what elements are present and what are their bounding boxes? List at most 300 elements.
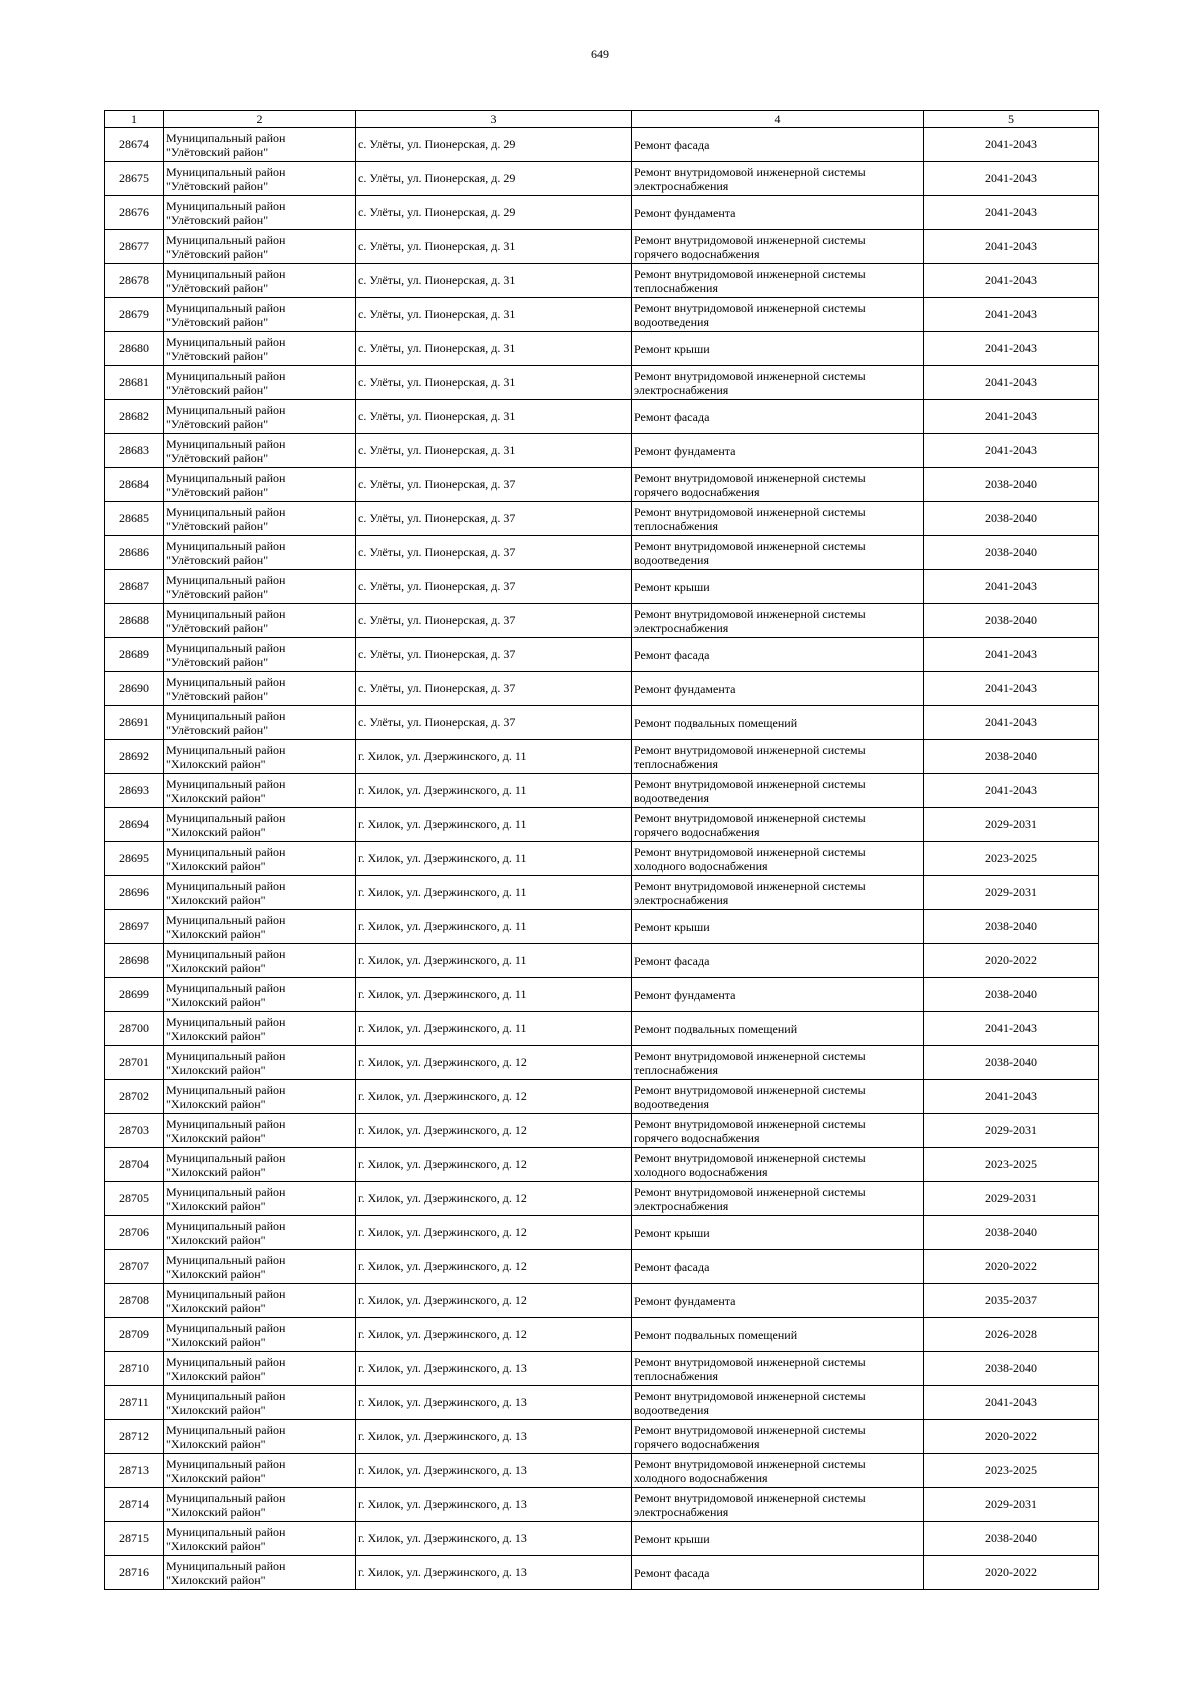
work-type-line-2: электроснабжения	[634, 892, 729, 907]
work-type-line-2: водоотведения	[634, 790, 709, 805]
municipality-name: "Улётовский район"	[166, 246, 269, 261]
municipality-name: "Хилокский район"	[166, 994, 266, 1009]
table-row	[105, 876, 1099, 910]
address-cell: с. Улёты, ул. Пионерская, д. 37	[356, 570, 632, 604]
table-row	[105, 1114, 1099, 1148]
work-type-cell	[632, 366, 924, 400]
table-row	[105, 1454, 1099, 1488]
municipality-cell	[164, 1182, 356, 1216]
work-type-cell	[632, 944, 924, 978]
table-row	[105, 842, 1099, 876]
period-cell: 2035-2037	[924, 1284, 1099, 1318]
municipality-cell	[164, 366, 356, 400]
work-type-line-1: Ремонт подвальных помещений	[634, 1021, 798, 1036]
header-col-4: 4	[632, 111, 924, 128]
municipality-type: Муниципальный район	[166, 1490, 286, 1505]
municipality-name: "Хилокский район"	[166, 1198, 266, 1213]
period-cell: 2041-2043	[924, 672, 1099, 706]
municipality-name: "Улётовский район"	[166, 586, 269, 601]
municipality-name: "Хилокский район"	[166, 926, 266, 941]
header-col-2: 2	[164, 111, 356, 128]
work-type-cell	[632, 230, 924, 264]
work-type-line-1: Ремонт крыши	[634, 341, 710, 356]
work-type-line-1: Ремонт внутридомовой инженерной системы	[634, 1456, 866, 1471]
work-type-line-1: Ремонт фасада	[634, 647, 710, 662]
municipality-type: Муниципальный район	[166, 470, 286, 485]
municipality-name: "Улётовский район"	[166, 348, 269, 363]
municipality-type: Муниципальный район	[166, 1082, 286, 1097]
municipality-cell	[164, 468, 356, 502]
work-type-cell	[632, 978, 924, 1012]
work-type-line-1: Ремонт внутридомовой инженерной системы	[634, 1150, 866, 1165]
municipality-cell	[164, 604, 356, 638]
header-row	[105, 111, 1099, 128]
period-cell: 2038-2040	[924, 502, 1099, 536]
municipality-cell	[164, 978, 356, 1012]
header-col-5: 5	[924, 111, 1099, 128]
municipality-cell	[164, 1250, 356, 1284]
municipality-type: Муниципальный район	[166, 776, 286, 791]
address-cell: г. Хилок, ул. Дзержинского, д. 13	[356, 1420, 632, 1454]
period-cell: 2041-2043	[924, 1080, 1099, 1114]
address-cell: г. Хилок, ул. Дзержинского, д. 12	[356, 1216, 632, 1250]
work-type-cell	[632, 774, 924, 808]
work-type-line-1: Ремонт фасада	[634, 1565, 710, 1580]
row-number: 28691	[105, 706, 164, 740]
row-number: 28676	[105, 196, 164, 230]
municipality-cell	[164, 400, 356, 434]
period-cell: 2041-2043	[924, 1012, 1099, 1046]
row-number: 28697	[105, 910, 164, 944]
municipality-name: "Хилокский район"	[166, 824, 266, 839]
work-type-line-1: Ремонт фундамента	[634, 443, 736, 458]
row-number: 28698	[105, 944, 164, 978]
period-cell: 2041-2043	[924, 774, 1099, 808]
period-cell: 2038-2040	[924, 740, 1099, 774]
row-number: 28696	[105, 876, 164, 910]
municipality-cell	[164, 842, 356, 876]
municipality-cell	[164, 740, 356, 774]
period-cell: 2038-2040	[924, 910, 1099, 944]
table-row	[105, 1284, 1099, 1318]
work-type-line-2: горячего водоснабжения	[634, 1436, 760, 1451]
address-cell: г. Хилок, ул. Дзержинского, д. 12	[356, 1148, 632, 1182]
address-cell: с. Улёты, ул. Пионерская, д. 29	[356, 162, 632, 196]
address-cell: с. Улёты, ул. Пионерская, д. 37	[356, 706, 632, 740]
work-type-cell	[632, 1556, 924, 1590]
table-body	[105, 128, 1099, 1590]
municipality-type: Муниципальный район	[166, 1218, 286, 1233]
work-type-cell	[632, 1488, 924, 1522]
municipality-cell	[164, 672, 356, 706]
municipality-name: "Хилокский район"	[166, 1130, 266, 1145]
work-type-line-1: Ремонт внутридомовой инженерной системы	[634, 470, 866, 485]
row-number: 28681	[105, 366, 164, 400]
municipality-type: Муниципальный район	[166, 1524, 286, 1539]
work-type-line-2: электроснабжения	[634, 620, 729, 635]
municipality-type: Муниципальный район	[166, 878, 286, 893]
table-row	[105, 1080, 1099, 1114]
row-number: 28688	[105, 604, 164, 638]
period-cell: 2041-2043	[924, 162, 1099, 196]
address-cell: с. Улёты, ул. Пионерская, д. 37	[356, 638, 632, 672]
table-row	[105, 774, 1099, 808]
row-number: 28675	[105, 162, 164, 196]
row-number: 28707	[105, 1250, 164, 1284]
municipality-name: "Хилокский район"	[166, 1164, 266, 1179]
municipality-name: "Хилокский район"	[166, 1572, 266, 1587]
work-type-line-2: водоотведения	[634, 552, 709, 567]
table-row	[105, 230, 1099, 264]
table-row	[105, 502, 1099, 536]
municipality-name: "Хилокский район"	[166, 1402, 266, 1417]
work-type-line-1: Ремонт внутридомовой инженерной системы	[634, 300, 866, 315]
work-type-line-1: Ремонт фундамента	[634, 205, 736, 220]
municipality-type: Муниципальный район	[166, 266, 286, 281]
municipality-name: "Улётовский район"	[166, 450, 269, 465]
work-type-line-2: горячего водоснабжения	[634, 824, 760, 839]
work-type-cell	[632, 1012, 924, 1046]
municipality-type: Муниципальный район	[166, 742, 286, 757]
municipality-type: Муниципальный район	[166, 1048, 286, 1063]
table-row	[105, 1182, 1099, 1216]
municipality-name: "Хилокский район"	[166, 1232, 266, 1247]
work-type-cell	[632, 1216, 924, 1250]
work-type-cell	[632, 876, 924, 910]
period-cell: 2041-2043	[924, 366, 1099, 400]
work-type-line-2: горячего водоснабжения	[634, 246, 760, 261]
municipality-cell	[164, 1420, 356, 1454]
work-type-cell	[632, 1420, 924, 1454]
municipality-type: Муниципальный район	[166, 164, 286, 179]
table-row	[105, 1352, 1099, 1386]
table-row	[105, 740, 1099, 774]
period-cell: 2020-2022	[924, 1250, 1099, 1284]
municipality-name: "Улётовский район"	[166, 382, 269, 397]
work-type-line-1: Ремонт внутридомовой инженерной системы	[634, 1116, 866, 1131]
period-cell: 2029-2031	[924, 876, 1099, 910]
work-type-cell	[632, 1080, 924, 1114]
period-cell: 2038-2040	[924, 1216, 1099, 1250]
table-row	[105, 706, 1099, 740]
municipality-type: Муниципальный район	[166, 232, 286, 247]
table-row	[105, 1420, 1099, 1454]
period-cell: 2041-2043	[924, 434, 1099, 468]
row-number: 28687	[105, 570, 164, 604]
municipality-cell	[164, 264, 356, 298]
municipality-type: Муниципальный район	[166, 1354, 286, 1369]
period-cell: 2038-2040	[924, 604, 1099, 638]
table-row	[105, 1318, 1099, 1352]
municipality-name: "Улётовский район"	[166, 654, 269, 669]
table-header	[105, 111, 1099, 128]
municipality-cell	[164, 1556, 356, 1590]
table-row	[105, 1250, 1099, 1284]
municipality-name: "Улётовский район"	[166, 212, 269, 227]
municipality-type: Муниципальный район	[166, 402, 286, 417]
address-cell: г. Хилок, ул. Дзержинского, д. 13	[356, 1386, 632, 1420]
work-type-line-1: Ремонт фундамента	[634, 681, 736, 696]
address-cell: г. Хилок, ул. Дзержинского, д. 11	[356, 1012, 632, 1046]
period-cell: 2029-2031	[924, 1488, 1099, 1522]
period-cell: 2020-2022	[924, 944, 1099, 978]
address-cell: с. Улёты, ул. Пионерская, д. 29	[356, 196, 632, 230]
header-col-1: 1	[105, 111, 164, 128]
table-row	[105, 332, 1099, 366]
municipality-name: "Хилокский район"	[166, 1300, 266, 1315]
work-type-line-1: Ремонт внутридомовой инженерной системы	[634, 1048, 866, 1063]
period-cell: 2041-2043	[924, 332, 1099, 366]
municipality-cell	[164, 230, 356, 264]
municipality-type: Муниципальный район	[166, 300, 286, 315]
table-row	[105, 638, 1099, 672]
period-cell: 2038-2040	[924, 468, 1099, 502]
municipality-name: "Хилокский район"	[166, 858, 266, 873]
work-type-line-1: Ремонт внутридомовой инженерной системы	[634, 776, 866, 791]
row-number: 28674	[105, 128, 164, 162]
municipality-name: "Хилокский район"	[166, 1504, 266, 1519]
work-type-cell	[632, 1284, 924, 1318]
work-type-cell	[632, 1352, 924, 1386]
municipality-cell	[164, 638, 356, 672]
work-type-cell	[632, 434, 924, 468]
work-type-line-2: водоотведения	[634, 1096, 709, 1111]
table-row	[105, 910, 1099, 944]
row-number: 28713	[105, 1454, 164, 1488]
municipality-type: Муниципальный район	[166, 1558, 286, 1573]
work-type-cell	[632, 1250, 924, 1284]
municipality-name: "Хилокский район"	[166, 1368, 266, 1383]
municipality-name: "Улётовский район"	[166, 688, 269, 703]
work-type-cell	[632, 1318, 924, 1352]
municipality-type: Муниципальный район	[166, 640, 286, 655]
header-col-3: 3	[356, 111, 632, 128]
municipality-type: Муниципальный район	[166, 708, 286, 723]
work-type-line-1: Ремонт крыши	[634, 579, 710, 594]
table-row	[105, 1556, 1099, 1590]
work-type-cell	[632, 672, 924, 706]
municipality-type: Муниципальный район	[166, 606, 286, 621]
work-type-line-2: водоотведения	[634, 1402, 709, 1417]
work-type-line-1: Ремонт фундамента	[634, 987, 736, 1002]
table-row	[105, 1522, 1099, 1556]
municipality-name: "Хилокский район"	[166, 1096, 266, 1111]
work-type-cell	[632, 298, 924, 332]
work-type-line-2: горячего водоснабжения	[634, 484, 760, 499]
row-number: 28693	[105, 774, 164, 808]
municipality-type: Муниципальный район	[166, 198, 286, 213]
municipality-type: Муниципальный район	[166, 1150, 286, 1165]
row-number: 28679	[105, 298, 164, 332]
work-type-line-2: холодного водоснабжения	[634, 1470, 768, 1485]
municipality-name: "Улётовский район"	[166, 314, 269, 329]
work-type-line-1: Ремонт крыши	[634, 1225, 710, 1240]
row-number: 28702	[105, 1080, 164, 1114]
municipality-type: Муниципальный район	[166, 1388, 286, 1403]
period-cell: 2041-2043	[924, 196, 1099, 230]
table-row	[105, 672, 1099, 706]
municipality-cell	[164, 1216, 356, 1250]
row-number: 28692	[105, 740, 164, 774]
municipality-cell	[164, 1284, 356, 1318]
row-number: 28701	[105, 1046, 164, 1080]
work-type-cell	[632, 842, 924, 876]
municipality-type: Муниципальный район	[166, 1184, 286, 1199]
row-number: 28678	[105, 264, 164, 298]
work-type-cell	[632, 604, 924, 638]
work-type-line-2: теплоснабжения	[634, 1062, 718, 1077]
row-number: 28705	[105, 1182, 164, 1216]
work-type-line-2: водоотведения	[634, 314, 709, 329]
address-cell: с. Улёты, ул. Пионерская, д. 37	[356, 502, 632, 536]
address-cell: г. Хилок, ул. Дзержинского, д. 12	[356, 1318, 632, 1352]
work-type-cell	[632, 1046, 924, 1080]
municipality-cell	[164, 1488, 356, 1522]
work-type-cell	[632, 638, 924, 672]
row-number: 28694	[105, 808, 164, 842]
municipality-type: Муниципальный район	[166, 1014, 286, 1029]
address-cell: с. Улёты, ул. Пионерская, д. 37	[356, 672, 632, 706]
address-cell: с. Улёты, ул. Пионерская, д. 37	[356, 468, 632, 502]
period-cell: 2038-2040	[924, 978, 1099, 1012]
work-type-cell	[632, 1148, 924, 1182]
municipality-name: "Улётовский район"	[166, 552, 269, 567]
work-type-line-1: Ремонт внутридомовой инженерной системы	[634, 538, 866, 553]
period-cell: 2038-2040	[924, 536, 1099, 570]
table-row	[105, 366, 1099, 400]
municipality-cell	[164, 1114, 356, 1148]
row-number: 28686	[105, 536, 164, 570]
work-type-line-1: Ремонт внутридомовой инженерной системы	[634, 1490, 866, 1505]
municipality-type: Муниципальный район	[166, 538, 286, 553]
municipality-type: Муниципальный район	[166, 1116, 286, 1131]
work-type-line-1: Ремонт фасада	[634, 1259, 710, 1274]
municipality-cell	[164, 196, 356, 230]
municipality-name: "Хилокский район"	[166, 756, 266, 771]
work-type-cell	[632, 808, 924, 842]
period-cell: 2041-2043	[924, 128, 1099, 162]
address-cell: г. Хилок, ул. Дзержинского, д. 13	[356, 1454, 632, 1488]
table-row	[105, 264, 1099, 298]
work-type-cell	[632, 332, 924, 366]
municipality-type: Муниципальный район	[166, 1320, 286, 1335]
municipality-cell	[164, 1522, 356, 1556]
municipality-type: Муниципальный район	[166, 810, 286, 825]
work-type-cell	[632, 128, 924, 162]
period-cell: 2041-2043	[924, 264, 1099, 298]
row-number: 28680	[105, 332, 164, 366]
address-cell: с. Улёты, ул. Пионерская, д. 31	[356, 434, 632, 468]
period-cell: 2029-2031	[924, 1182, 1099, 1216]
period-cell: 2023-2025	[924, 1454, 1099, 1488]
work-type-line-1: Ремонт подвальных помещений	[634, 715, 798, 730]
address-cell: г. Хилок, ул. Дзержинского, д. 12	[356, 1080, 632, 1114]
page-number: 649	[591, 47, 609, 61]
municipality-cell	[164, 808, 356, 842]
work-type-cell	[632, 910, 924, 944]
municipality-type: Муниципальный район	[166, 674, 286, 689]
municipality-cell	[164, 706, 356, 740]
municipality-type: Муниципальный район	[166, 946, 286, 961]
work-type-line-1: Ремонт внутридомовой инженерной системы	[634, 878, 866, 893]
address-cell: с. Улёты, ул. Пионерская, д. 37	[356, 604, 632, 638]
row-number: 28677	[105, 230, 164, 264]
period-cell: 2023-2025	[924, 1148, 1099, 1182]
municipality-name: "Улётовский район"	[166, 144, 269, 159]
work-type-cell	[632, 1386, 924, 1420]
work-type-line-1: Ремонт внутридомовой инженерной системы	[634, 844, 866, 859]
municipality-name: "Хилокский район"	[166, 1436, 266, 1451]
work-type-line-2: горячего водоснабжения	[634, 1130, 760, 1145]
work-type-line-2: электроснабжения	[634, 1504, 729, 1519]
period-cell: 2023-2025	[924, 842, 1099, 876]
row-number: 28690	[105, 672, 164, 706]
work-type-cell	[632, 1454, 924, 1488]
work-type-line-2: теплоснабжения	[634, 518, 718, 533]
municipality-type: Муниципальный район	[166, 130, 286, 145]
work-type-line-2: холодного водоснабжения	[634, 858, 768, 873]
address-cell: с. Улёты, ул. Пионерская, д. 31	[356, 298, 632, 332]
table-row	[105, 1216, 1099, 1250]
row-number: 28708	[105, 1284, 164, 1318]
table-row	[105, 944, 1099, 978]
municipality-cell	[164, 1148, 356, 1182]
address-cell: г. Хилок, ул. Дзержинского, д. 11	[356, 740, 632, 774]
work-type-line-1: Ремонт внутридомовой инженерной системы	[634, 606, 866, 621]
municipality-name: "Улётовский район"	[166, 280, 269, 295]
municipality-name: "Улётовский район"	[166, 620, 269, 635]
work-type-line-1: Ремонт внутридомовой инженерной системы	[634, 1354, 866, 1369]
municipality-name: "Улётовский район"	[166, 518, 269, 533]
address-cell: г. Хилок, ул. Дзержинского, д. 11	[356, 774, 632, 808]
work-type-line-1: Ремонт крыши	[634, 1531, 710, 1546]
row-number: 28703	[105, 1114, 164, 1148]
row-number: 28710	[105, 1352, 164, 1386]
row-number: 28716	[105, 1556, 164, 1590]
period-cell: 2026-2028	[924, 1318, 1099, 1352]
municipality-cell	[164, 570, 356, 604]
period-cell: 2041-2043	[924, 1386, 1099, 1420]
address-cell: г. Хилок, ул. Дзержинского, д. 13	[356, 1522, 632, 1556]
work-type-line-1: Ремонт внутридомовой инженерной системы	[634, 504, 866, 519]
address-cell: с. Улёты, ул. Пионерская, д. 37	[356, 536, 632, 570]
row-number: 28699	[105, 978, 164, 1012]
municipality-type: Муниципальный район	[166, 1252, 286, 1267]
work-type-line-1: Ремонт внутридомовой инженерной системы	[634, 232, 866, 247]
work-type-line-1: Ремонт внутридомовой инженерной системы	[634, 1184, 866, 1199]
table-row	[105, 196, 1099, 230]
municipality-cell	[164, 434, 356, 468]
address-cell: с. Улёты, ул. Пионерская, д. 31	[356, 366, 632, 400]
row-number: 28683	[105, 434, 164, 468]
work-type-line-2: холодного водоснабжения	[634, 1164, 768, 1179]
address-cell: г. Хилок, ул. Дзержинского, д. 12	[356, 1250, 632, 1284]
work-type-cell	[632, 740, 924, 774]
municipality-type: Муниципальный район	[166, 368, 286, 383]
period-cell: 2038-2040	[924, 1522, 1099, 1556]
work-type-line-2: теплоснабжения	[634, 756, 718, 771]
municipality-cell	[164, 128, 356, 162]
address-cell: г. Хилок, ул. Дзержинского, д. 11	[356, 910, 632, 944]
address-cell: г. Хилок, ул. Дзержинского, д. 12	[356, 1284, 632, 1318]
address-cell: г. Хилок, ул. Дзержинского, д. 12	[356, 1046, 632, 1080]
municipality-name: "Хилокский район"	[166, 960, 266, 975]
municipality-cell	[164, 536, 356, 570]
municipality-type: Муниципальный район	[166, 436, 286, 451]
municipality-cell	[164, 298, 356, 332]
address-cell: с. Улёты, ул. Пионерская, д. 31	[356, 332, 632, 366]
work-type-line-2: теплоснабжения	[634, 1368, 718, 1383]
